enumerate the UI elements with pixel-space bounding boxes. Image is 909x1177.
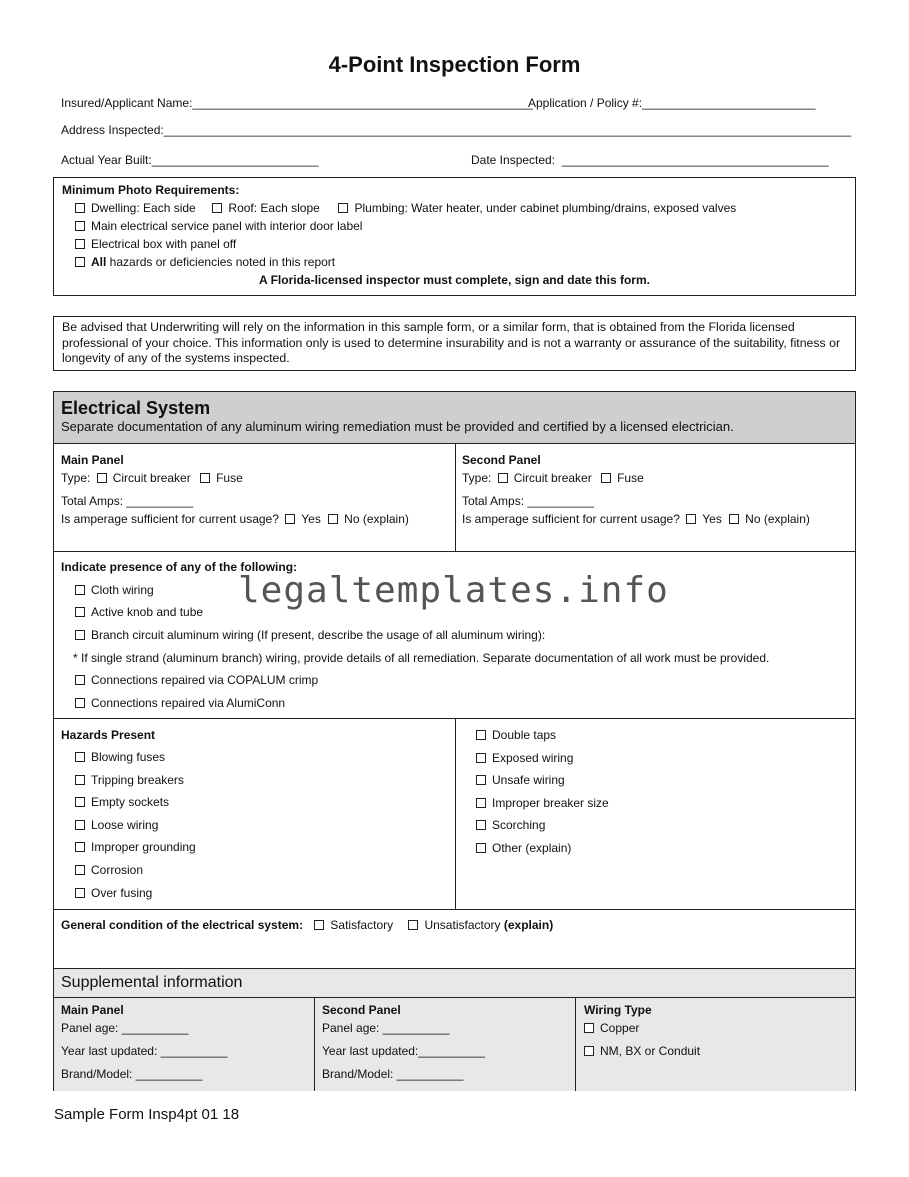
date-inspected-field[interactable] [471, 153, 829, 167]
photo-row-1 [75, 201, 736, 215]
copalum-row [75, 673, 318, 687]
supplemental-heading: Supplemental information [61, 974, 243, 991]
cloth-wiring-checkbox[interactable] [75, 585, 85, 595]
hazard-label: Blowing fuses [91, 750, 166, 764]
electrical-subheading: Separate documentation of any aluminum wiring remediation must be provided and certified by a licensed electrician. [61, 419, 734, 434]
photo-requirements-box [53, 177, 856, 296]
insured-line: ___________________________________________________ [192, 96, 533, 110]
wiring-type-title: Wiring Type [584, 1003, 652, 1017]
hazards-divider [455, 719, 456, 909]
aluminum-note: * If single strand (aluminum branch) wiring, provide details of all remediation. Separate documentation of all work must be provided. [73, 651, 770, 665]
hazard-checkbox[interactable] [75, 888, 85, 898]
main-yes-checkbox[interactable] [285, 514, 295, 524]
hazard-item [75, 795, 169, 809]
year-built-label: Actual Year Built: [61, 153, 152, 167]
hazard-label: Loose wiring [91, 817, 159, 832]
second-fuse-checkbox[interactable] [601, 473, 611, 483]
advisory-text: Be advised that Underwriting will rely on the information in this sample form, or a similar form, that is obtained from the Florida licensed professional of your choice. This information only is used to determine insurability and is not a warranty or assurance of the suitability, fitness or longevity of any of the systems inspected. [62, 320, 841, 365]
hazard-checkbox[interactable] [75, 752, 85, 762]
hazard-checkbox[interactable] [476, 798, 486, 808]
supp-second-title: Second Panel [322, 1003, 401, 1017]
divider-condition [54, 909, 855, 910]
dwelling-label: Dwelling: Each side [91, 201, 196, 215]
supp-main-age[interactable]: Panel age: __________ [61, 1021, 189, 1035]
copper-row [584, 1021, 639, 1035]
hazard-item [476, 728, 556, 742]
aluminum-label: Branch circuit aluminum wiring (If present, describe the usage of all aluminum wiring): [91, 628, 546, 642]
hazard-item [476, 796, 609, 810]
alumiconn-label: Connections repaired via AlumiConn [91, 696, 286, 710]
main-panel-photo-label: Main electrical service panel with interior door label [91, 219, 363, 233]
date-inspected-line: ________________________________________ [561, 153, 829, 167]
second-sufficient-label: Is amperage sufficient for current usage? [462, 512, 680, 526]
supp-main-updated[interactable]: Year last updated: __________ [61, 1044, 228, 1058]
hazard-checkbox[interactable] [75, 865, 85, 875]
hazard-checkbox[interactable] [75, 842, 85, 852]
second-panel-type [462, 471, 644, 485]
main-total-amps[interactable]: Total Amps: __________ [61, 494, 194, 508]
copalum-checkbox[interactable] [75, 675, 85, 685]
nm-label: NM, BX or Conduit [600, 1044, 701, 1058]
main-panel-type [61, 471, 243, 485]
copper-label: Copper [600, 1021, 640, 1035]
plumbing-checkbox[interactable] [338, 203, 348, 213]
hazard-label: Over fusing [91, 885, 153, 900]
address-label: Address Inspected: [61, 123, 164, 137]
copalum-label: Connections repaired via COPALUM crimp [91, 673, 319, 687]
alumiconn-row [75, 696, 285, 710]
satisfactory-label: Satisfactory [330, 918, 394, 932]
inspector-notice: A Florida-licensed inspector must complete, sign and date this form. [259, 273, 650, 287]
main-sufficient-label: Is amperage sufficient for current usage? [61, 512, 279, 526]
condition-label: General condition of the electrical system: [61, 918, 304, 932]
second-no-label: No (explain) [745, 512, 810, 526]
supp-main-brand[interactable]: Brand/Model: __________ [61, 1067, 203, 1081]
photo-row-3 [75, 237, 236, 251]
hazard-item [75, 818, 158, 832]
knob-tube-checkbox[interactable] [75, 607, 85, 617]
insured-label: Insured/Applicant Name: [61, 96, 193, 110]
hazard-label: Scorching [492, 818, 546, 833]
second-yes-checkbox[interactable] [686, 514, 696, 524]
hazard-label: Unsafe wiring [492, 773, 565, 788]
main-sufficient-row [61, 512, 409, 526]
address-line: _______________________________________________________________________________________________________ [163, 123, 852, 137]
hazard-item [476, 818, 545, 832]
electrical-box-label: Electrical box with panel off [91, 237, 237, 251]
main-type-label: Type: [61, 471, 91, 485]
unsatisfactory-explain: (explain) [503, 918, 554, 932]
policy-field[interactable] [528, 96, 816, 110]
hazard-checkbox[interactable] [75, 775, 85, 785]
electrical-header [54, 392, 855, 444]
main-breaker-label: Circuit breaker [112, 471, 191, 485]
hazard-checkbox[interactable] [75, 820, 85, 830]
second-total-amps[interactable]: Total Amps: __________ [462, 494, 595, 508]
hazards-heading: Hazards Present [61, 728, 156, 742]
supp-divider-2 [575, 998, 576, 1091]
supplemental-section [54, 968, 855, 1091]
second-breaker-checkbox[interactable] [498, 473, 508, 483]
hazard-checkbox[interactable] [476, 820, 486, 830]
hazard-label: Improper breaker size [492, 795, 609, 810]
second-fuse-label: Fuse [617, 471, 644, 485]
hazard-label: Double taps [492, 728, 557, 742]
hazard-label: Other (explain) [492, 841, 572, 855]
supp-second-brand[interactable]: Brand/Model: __________ [322, 1067, 464, 1081]
electrical-system-box [53, 391, 856, 1091]
second-type-label: Type: [462, 471, 492, 485]
hazard-item [476, 841, 571, 855]
main-panel-photo-checkbox[interactable] [75, 221, 85, 231]
main-yes-label: Yes [301, 512, 321, 526]
main-fuse-label: Fuse [216, 471, 243, 485]
aluminum-row [75, 628, 545, 642]
nm-checkbox[interactable] [584, 1046, 594, 1056]
hazards-photo-label: hazards or deficiencies noted in this report [106, 255, 336, 269]
hazard-item [75, 773, 184, 787]
dwelling-checkbox[interactable] [75, 203, 85, 213]
cloth-wiring-row [75, 583, 154, 597]
date-inspected-label: Date Inspected: [471, 153, 556, 167]
hazard-checkbox[interactable] [476, 753, 486, 763]
main-breaker-checkbox[interactable] [97, 473, 107, 483]
footer-form-id: Sample Form Insp4pt 01 18 [54, 1106, 240, 1123]
roof-checkbox[interactable] [212, 203, 222, 213]
photo-row-2 [75, 219, 362, 233]
supplemental-divider [54, 997, 855, 998]
knob-tube-label: Active knob and tube [91, 605, 204, 619]
main-fuse-checkbox[interactable] [200, 473, 210, 483]
hazard-checkbox[interactable] [476, 843, 486, 853]
main-panel-title: Main Panel [61, 453, 124, 467]
address-field[interactable] [61, 123, 851, 137]
second-breaker-label: Circuit breaker [513, 471, 592, 485]
roof-label: Roof: Each slope [228, 201, 320, 215]
insured-field[interactable] [61, 96, 533, 110]
hazard-item [476, 751, 573, 765]
main-no-label: No (explain) [344, 512, 409, 526]
unsatisfactory-label: Unsatisfactory [424, 918, 501, 932]
satisfactory-checkbox[interactable] [314, 920, 324, 930]
second-sufficient-row [462, 512, 810, 526]
form-title: 4-Point Inspection Form [328, 52, 581, 77]
nm-row [584, 1044, 700, 1058]
hazard-label: Exposed wiring [492, 750, 574, 765]
hazards-photo-bold: All [91, 255, 107, 269]
hazard-label: Empty sockets [91, 795, 170, 810]
hazard-item [75, 840, 196, 854]
hazard-item [75, 886, 152, 900]
electrical-box-checkbox[interactable] [75, 239, 85, 249]
photo-row-4 [75, 255, 335, 269]
hazard-checkbox[interactable] [75, 797, 85, 807]
knob-tube-row [75, 605, 203, 619]
main-no-checkbox[interactable] [328, 514, 338, 524]
hazard-label: Corrosion [91, 863, 144, 877]
hazard-item [75, 863, 143, 877]
condition-row [61, 918, 553, 932]
policy-label: Application / Policy #: [528, 96, 643, 110]
watermark: legaltemplates.info [238, 570, 669, 611]
hazard-item [75, 750, 165, 764]
supp-main-title: Main Panel [61, 1003, 124, 1017]
advisory-box [53, 316, 856, 371]
divider-presence [54, 551, 855, 552]
alumiconn-checkbox[interactable] [75, 698, 85, 708]
plumbing-label: Plumbing: Water heater, under cabinet plumbing/drains, exposed valves [354, 201, 737, 215]
hazard-label: Improper grounding [91, 840, 196, 855]
second-yes-label: Yes [702, 512, 722, 526]
copper-checkbox[interactable] [584, 1023, 594, 1033]
year-built-field[interactable] [61, 153, 319, 167]
hazard-item [476, 773, 565, 787]
policy-line: __________________________ [642, 96, 816, 110]
supp-second-updated[interactable]: Year last updated:__________ [322, 1044, 486, 1058]
year-built-line: _________________________ [151, 153, 319, 167]
hazard-label: Tripping breakers [91, 772, 184, 787]
panel-divider [455, 444, 456, 551]
hazard-checkbox[interactable] [476, 730, 486, 740]
cloth-wiring-label: Cloth wiring [91, 583, 154, 597]
hazards-photo-checkbox[interactable] [75, 257, 85, 267]
second-no-checkbox[interactable] [729, 514, 739, 524]
aluminum-checkbox[interactable] [75, 630, 85, 640]
hazard-checkbox[interactable] [476, 775, 486, 785]
supp-divider-1 [314, 998, 315, 1091]
second-panel-title: Second Panel [462, 453, 541, 467]
presence-heading: Indicate presence of any of the following: [61, 560, 298, 574]
photo-heading: Minimum Photo Requirements: [62, 183, 240, 197]
supp-second-age[interactable]: Panel age: __________ [322, 1021, 450, 1035]
electrical-heading: Electrical System [61, 398, 211, 418]
unsatisfactory-checkbox[interactable] [408, 920, 418, 930]
